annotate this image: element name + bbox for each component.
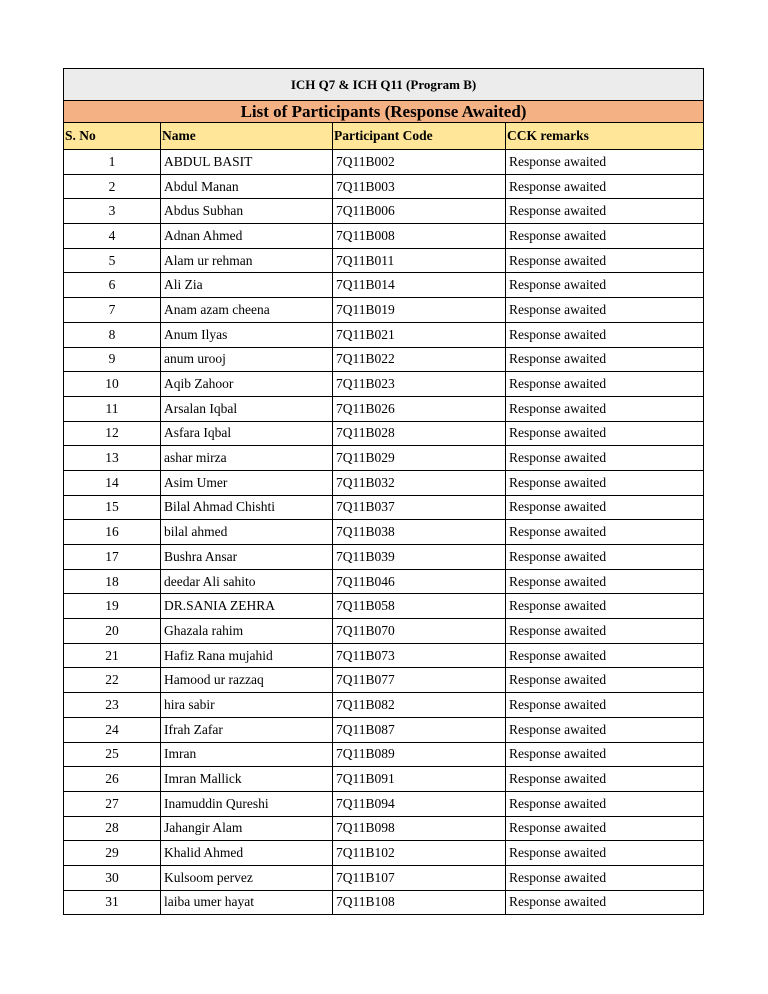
table-row xyxy=(64,594,704,619)
table-row xyxy=(64,396,704,421)
name-cell: Anum Ilyas xyxy=(161,322,333,347)
table-row xyxy=(64,347,704,372)
remarks-cell: Response awaited xyxy=(506,396,704,421)
participant-code-cell: 7Q11B021 xyxy=(333,322,506,347)
serial-number-cell: 9 xyxy=(64,347,161,372)
table-row xyxy=(64,199,704,224)
name-cell: Kulsoom pervez xyxy=(161,865,333,890)
serial-number-cell: 7 xyxy=(64,298,161,323)
document-subtitle: List of Participants (Response Awaited) xyxy=(64,101,704,123)
table-row xyxy=(64,569,704,594)
remarks-cell: Response awaited xyxy=(506,791,704,816)
serial-number-cell: 27 xyxy=(64,791,161,816)
serial-number-cell: 26 xyxy=(64,767,161,792)
participant-code-cell: 7Q11B108 xyxy=(333,890,506,915)
name-cell: Arsalan Iqbal xyxy=(161,396,333,421)
serial-number-cell: 29 xyxy=(64,841,161,866)
remarks-cell: Response awaited xyxy=(506,668,704,693)
remarks-cell: Response awaited xyxy=(506,594,704,619)
serial-number-cell: 5 xyxy=(64,248,161,273)
name-cell: Khalid Ahmed xyxy=(161,841,333,866)
name-cell: ABDUL BASIT xyxy=(161,150,333,175)
name-cell: deedar Ali sahito xyxy=(161,569,333,594)
name-cell: Hafiz Rana mujahid xyxy=(161,643,333,668)
name-cell: bilal ahmed xyxy=(161,520,333,545)
serial-number-cell: 12 xyxy=(64,421,161,446)
remarks-cell: Response awaited xyxy=(506,520,704,545)
name-cell: DR.SANIA ZEHRA xyxy=(161,594,333,619)
name-cell: Ghazala rahim xyxy=(161,619,333,644)
serial-number-cell: 14 xyxy=(64,470,161,495)
participant-code-cell: 7Q11B087 xyxy=(333,717,506,742)
serial-number-cell: 13 xyxy=(64,446,161,471)
participant-code-cell: 7Q11B003 xyxy=(333,174,506,199)
remarks-cell: Response awaited xyxy=(506,470,704,495)
name-cell: Abdul Manan xyxy=(161,174,333,199)
remarks-cell: Response awaited xyxy=(506,495,704,520)
participant-code-cell: 7Q11B002 xyxy=(333,150,506,175)
participant-code-cell: 7Q11B029 xyxy=(333,446,506,471)
serial-number-cell: 4 xyxy=(64,224,161,249)
table-row xyxy=(64,174,704,199)
participant-code-cell: 7Q11B102 xyxy=(333,841,506,866)
table-row xyxy=(64,791,704,816)
participant-code-cell: 7Q11B011 xyxy=(333,248,506,273)
remarks-cell: Response awaited xyxy=(506,693,704,718)
serial-number-cell: 2 xyxy=(64,174,161,199)
participant-code-cell: 7Q11B008 xyxy=(333,224,506,249)
remarks-cell: Response awaited xyxy=(506,322,704,347)
table-row xyxy=(64,446,704,471)
table-row xyxy=(64,520,704,545)
participant-code-cell: 7Q11B006 xyxy=(333,199,506,224)
serial-number-cell: 8 xyxy=(64,322,161,347)
remarks-cell: Response awaited xyxy=(506,717,704,742)
name-cell: Alam ur rehman xyxy=(161,248,333,273)
participant-code-cell: 7Q11B039 xyxy=(333,545,506,570)
column-header-remarks: CCK remarks xyxy=(506,123,704,150)
name-cell: ashar mirza xyxy=(161,446,333,471)
document-title: ICH Q7 & ICH Q11 (Program B) xyxy=(64,69,704,101)
table-row xyxy=(64,298,704,323)
serial-number-cell: 22 xyxy=(64,668,161,693)
serial-number-cell: 18 xyxy=(64,569,161,594)
serial-number-cell: 15 xyxy=(64,495,161,520)
table-row xyxy=(64,248,704,273)
participant-code-cell: 7Q11B014 xyxy=(333,273,506,298)
name-cell: laiba umer hayat xyxy=(161,890,333,915)
name-cell: Hamood ur razzaq xyxy=(161,668,333,693)
participant-code-cell: 7Q11B107 xyxy=(333,865,506,890)
serial-number-cell: 17 xyxy=(64,545,161,570)
name-cell: Ali Zia xyxy=(161,273,333,298)
remarks-cell: Response awaited xyxy=(506,742,704,767)
remarks-cell: Response awaited xyxy=(506,347,704,372)
subtitle-row xyxy=(64,101,704,123)
remarks-cell: Response awaited xyxy=(506,372,704,397)
remarks-cell: Response awaited xyxy=(506,421,704,446)
table-row xyxy=(64,865,704,890)
participant-code-cell: 7Q11B037 xyxy=(333,495,506,520)
name-cell: Imran Mallick xyxy=(161,767,333,792)
name-cell: anum urooj xyxy=(161,347,333,372)
name-cell: Bushra Ansar xyxy=(161,545,333,570)
serial-number-cell: 30 xyxy=(64,865,161,890)
serial-number-cell: 20 xyxy=(64,619,161,644)
name-cell: Inamuddin Qureshi xyxy=(161,791,333,816)
remarks-cell: Response awaited xyxy=(506,816,704,841)
table-row xyxy=(64,890,704,915)
serial-number-cell: 3 xyxy=(64,199,161,224)
name-cell: hira sabir xyxy=(161,693,333,718)
name-cell: Asfara Iqbal xyxy=(161,421,333,446)
participant-code-cell: 7Q11B091 xyxy=(333,767,506,792)
serial-number-cell: 1 xyxy=(64,150,161,175)
participant-code-cell: 7Q11B070 xyxy=(333,619,506,644)
table-row xyxy=(64,693,704,718)
column-header-sno: S. No xyxy=(64,123,161,150)
remarks-cell: Response awaited xyxy=(506,150,704,175)
table-row xyxy=(64,470,704,495)
participant-code-cell: 7Q11B094 xyxy=(333,791,506,816)
table-row xyxy=(64,816,704,841)
table-row xyxy=(64,619,704,644)
participant-code-cell: 7Q11B023 xyxy=(333,372,506,397)
table-row xyxy=(64,841,704,866)
name-cell: Adnan Ahmed xyxy=(161,224,333,249)
table-row xyxy=(64,273,704,298)
remarks-cell: Response awaited xyxy=(506,643,704,668)
participant-code-cell: 7Q11B026 xyxy=(333,396,506,421)
serial-number-cell: 28 xyxy=(64,816,161,841)
participant-code-cell: 7Q11B058 xyxy=(333,594,506,619)
table-row xyxy=(64,224,704,249)
serial-number-cell: 19 xyxy=(64,594,161,619)
participant-code-cell: 7Q11B028 xyxy=(333,421,506,446)
serial-number-cell: 6 xyxy=(64,273,161,298)
remarks-cell: Response awaited xyxy=(506,890,704,915)
serial-number-cell: 24 xyxy=(64,717,161,742)
name-cell: Ifrah Zafar xyxy=(161,717,333,742)
participant-code-cell: 7Q11B082 xyxy=(333,693,506,718)
remarks-cell: Response awaited xyxy=(506,199,704,224)
name-cell: Asim Umer xyxy=(161,470,333,495)
name-cell: Bilal Ahmad Chishti xyxy=(161,495,333,520)
remarks-cell: Response awaited xyxy=(506,569,704,594)
table-row xyxy=(64,372,704,397)
name-cell: Jahangir Alam xyxy=(161,816,333,841)
table-row xyxy=(64,322,704,347)
serial-number-cell: 11 xyxy=(64,396,161,421)
participant-code-cell: 7Q11B098 xyxy=(333,816,506,841)
serial-number-cell: 16 xyxy=(64,520,161,545)
table-row xyxy=(64,643,704,668)
title-row xyxy=(64,69,704,101)
serial-number-cell: 21 xyxy=(64,643,161,668)
table-row xyxy=(64,742,704,767)
name-cell: Abdus Subhan xyxy=(161,199,333,224)
table-row xyxy=(64,421,704,446)
table-row xyxy=(64,717,704,742)
remarks-cell: Response awaited xyxy=(506,841,704,866)
participant-code-cell: 7Q11B046 xyxy=(333,569,506,594)
participant-code-cell: 7Q11B038 xyxy=(333,520,506,545)
table-row xyxy=(64,668,704,693)
participant-code-cell: 7Q11B089 xyxy=(333,742,506,767)
name-cell: Anam azam cheena xyxy=(161,298,333,323)
remarks-cell: Response awaited xyxy=(506,224,704,249)
column-header-name: Name xyxy=(161,123,333,150)
remarks-cell: Response awaited xyxy=(506,273,704,298)
remarks-cell: Response awaited xyxy=(506,298,704,323)
serial-number-cell: 23 xyxy=(64,693,161,718)
table-row xyxy=(64,495,704,520)
remarks-cell: Response awaited xyxy=(506,767,704,792)
remarks-cell: Response awaited xyxy=(506,545,704,570)
participant-code-cell: 7Q11B077 xyxy=(333,668,506,693)
serial-number-cell: 25 xyxy=(64,742,161,767)
table-row xyxy=(64,767,704,792)
remarks-cell: Response awaited xyxy=(506,619,704,644)
remarks-cell: Response awaited xyxy=(506,174,704,199)
column-header-code: Participant Code xyxy=(333,123,506,150)
serial-number-cell: 31 xyxy=(64,890,161,915)
participant-code-cell: 7Q11B073 xyxy=(333,643,506,668)
remarks-cell: Response awaited xyxy=(506,865,704,890)
remarks-cell: Response awaited xyxy=(506,248,704,273)
participant-code-cell: 7Q11B019 xyxy=(333,298,506,323)
header-row xyxy=(64,123,704,150)
table-row xyxy=(64,150,704,175)
participants-table xyxy=(63,68,704,915)
serial-number-cell: 10 xyxy=(64,372,161,397)
name-cell: Aqib Zahoor xyxy=(161,372,333,397)
table-row xyxy=(64,545,704,570)
name-cell: Imran xyxy=(161,742,333,767)
participant-code-cell: 7Q11B032 xyxy=(333,470,506,495)
participant-code-cell: 7Q11B022 xyxy=(333,347,506,372)
remarks-cell: Response awaited xyxy=(506,446,704,471)
